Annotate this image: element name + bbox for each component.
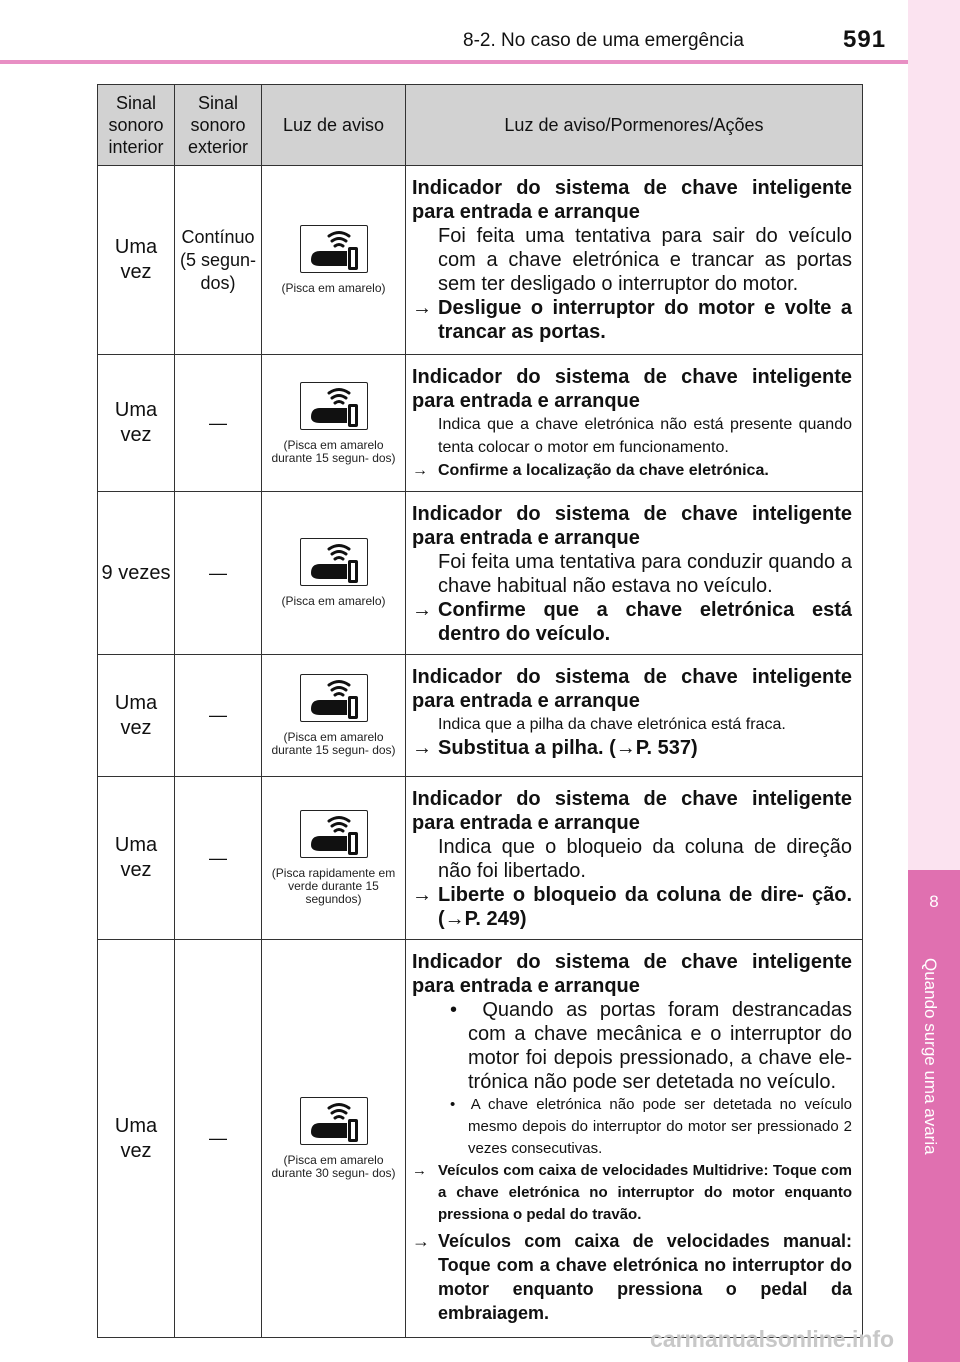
detail-title: Indicador do sistema de chave inteligente para entrada e arranque: [412, 366, 852, 412]
interior-buzzer-cell: Uma vez: [98, 355, 175, 492]
arrow-icon: →: [412, 1162, 427, 1179]
header-details: Luz de aviso/Pormenores/Ações: [406, 85, 863, 166]
arrow-icon: →: [412, 462, 428, 479]
interior-buzzer-cell: 9 vezes: [98, 492, 175, 655]
indicator-caption: (Pisca em amarelo durante 15 segun- dos): [271, 437, 396, 465]
table-row: [98, 655, 863, 777]
indicator-caption: (Pisca rapidamente em verde durante 15 segundos): [271, 866, 396, 906]
section-title: 8-2. No caso de uma emergência: [463, 30, 744, 51]
interior-buzzer-cell: Uma vez: [98, 777, 175, 940]
table-row: [98, 492, 863, 655]
details-cell: [406, 940, 863, 1338]
page-number: 591: [843, 26, 887, 53]
smart-key-indicator-icon: [300, 674, 368, 722]
header-warning-light: Luz de aviso: [262, 85, 406, 166]
table-row: [98, 777, 863, 940]
warning-table: [97, 84, 863, 1338]
indicator-cell: [262, 492, 406, 655]
indicator-cell: [262, 166, 406, 355]
sidebar-background: [908, 0, 960, 870]
detail-action: → Veículos com caixa de velocidades Multidrive: Toque com a chave eletrónica no interruptor do motor enquanto pressiona o pedal do travão.: [412, 1162, 852, 1223]
exterior-buzzer-cell: —: [175, 492, 262, 655]
arrow-icon: →: [412, 1231, 430, 1251]
details-cell: [406, 166, 863, 355]
detail-description: Indica que o bloqueio da coluna de direção não foi libertado.: [438, 836, 852, 882]
arrow-icon: →: [412, 297, 432, 319]
detail-action: → Confirme que a chave eletrónica está dentro do veículo.: [412, 599, 852, 645]
detail-action: → Veículos com caixa de velocidades manual: Toque com a chave eletrónica no interruptor do motor enquanto pressiona o pedal da embraiagem.: [412, 1231, 852, 1323]
table-row: [98, 355, 863, 492]
detail-description: Foi feita uma tentativa para sair do veículo com a chave eletrónica e trancar as portas sem ter desligado o interruptor do motor.: [438, 225, 852, 295]
arrow-icon: →: [412, 599, 432, 621]
indicator-caption: (Pisca em amarelo): [281, 594, 386, 608]
watermark: carmanualsonline.info: [650, 1326, 895, 1352]
bullet-icon: •: [450, 999, 458, 1021]
chapter-number: 8: [929, 892, 939, 911]
detail-title: Indicador do sistema de chave inteligente para entrada e arranque: [412, 503, 852, 549]
indicator-caption: (Pisca em amarelo): [281, 281, 386, 295]
indicator-cell: [262, 655, 406, 777]
exterior-buzzer-cell: —: [175, 655, 262, 777]
arrow-icon: →: [412, 884, 432, 906]
exterior-buzzer-cell: —: [175, 355, 262, 492]
details-cell: [406, 777, 863, 940]
indicator-cell: [262, 355, 406, 492]
indicator-caption: (Pisca em amarelo durante 30 segun- dos): [271, 1153, 396, 1180]
details-cell: [406, 355, 863, 492]
table-row: [98, 166, 863, 355]
header-rule: [0, 60, 908, 64]
detail-bullet: • A chave eletrónica não pode ser detetada no veículo mesmo depois do interruptor do motor ser pressionado 2 vezes consecutivas.: [450, 1096, 852, 1157]
indicator-cell: [262, 940, 406, 1338]
detail-action: → Liberte o bloqueio da coluna de dire- ção. (→P. 249): [412, 884, 852, 930]
header-exterior-buzzer: Sinal sonoro exterior: [175, 85, 262, 166]
detail-title: Indicador do sistema de chave inteligente para entrada e arranque: [412, 177, 852, 223]
smart-key-indicator-icon: [300, 810, 368, 858]
detail-description: Indica que a pilha da chave eletrónica está fraca.: [438, 716, 786, 733]
detail-title: Indicador do sistema de chave inteligente para entrada e arranque: [412, 951, 852, 997]
details-cell: [406, 492, 863, 655]
smart-key-indicator-icon: [300, 538, 368, 586]
smart-key-indicator-icon: [300, 1097, 368, 1145]
indicator-cell: [262, 777, 406, 940]
interior-buzzer-cell: Uma vez: [98, 166, 175, 355]
detail-title: Indicador do sistema de chave inteligente para entrada e arranque: [412, 666, 852, 712]
indicator-caption: (Pisca em amarelo durante 15 segun- dos): [271, 730, 396, 757]
chapter-title: Quando surge uma avaria: [921, 958, 940, 1155]
arrow-icon: →: [412, 737, 432, 759]
detail-action: → Desligue o interruptor do motor e volte a trancar as portas.: [412, 297, 852, 343]
header-interior-buzzer: Sinal sonoro interior: [98, 85, 175, 166]
table-header-row: [98, 85, 863, 166]
smart-key-indicator-icon: [300, 225, 368, 273]
bullet-icon: •: [450, 1096, 456, 1113]
detail-description: Indica que a chave eletrónica não está presente quando tenta colocar o motor em funcionamento.: [438, 416, 852, 456]
detail-action: → Substitua a pilha. (→P. 537): [412, 737, 698, 759]
table-row: [98, 940, 863, 1338]
details-cell: [406, 655, 863, 777]
exterior-buzzer-cell: —: [175, 940, 262, 1338]
detail-bullet: • Quando as portas foram destrancadas com a chave mecânica e o interruptor do motor foi depois pressionado, a chave ele- trónica não pode ser detetada no veículo.: [450, 999, 852, 1093]
interior-buzzer-cell: Uma vez: [98, 940, 175, 1338]
detail-title: Indicador do sistema de chave inteligente para entrada e arranque: [412, 788, 852, 834]
smart-key-indicator-icon: [300, 382, 368, 430]
exterior-buzzer-cell: Contínuo (5 segun- dos): [175, 166, 262, 355]
detail-description: Foi feita uma tentativa para conduzir quando a chave habitual não estava no veículo.: [438, 551, 852, 597]
exterior-buzzer-cell: —: [175, 777, 262, 940]
detail-action: → Confirme a localização da chave eletrónica.: [412, 459, 852, 483]
interior-buzzer-cell: Uma vez: [98, 655, 175, 777]
